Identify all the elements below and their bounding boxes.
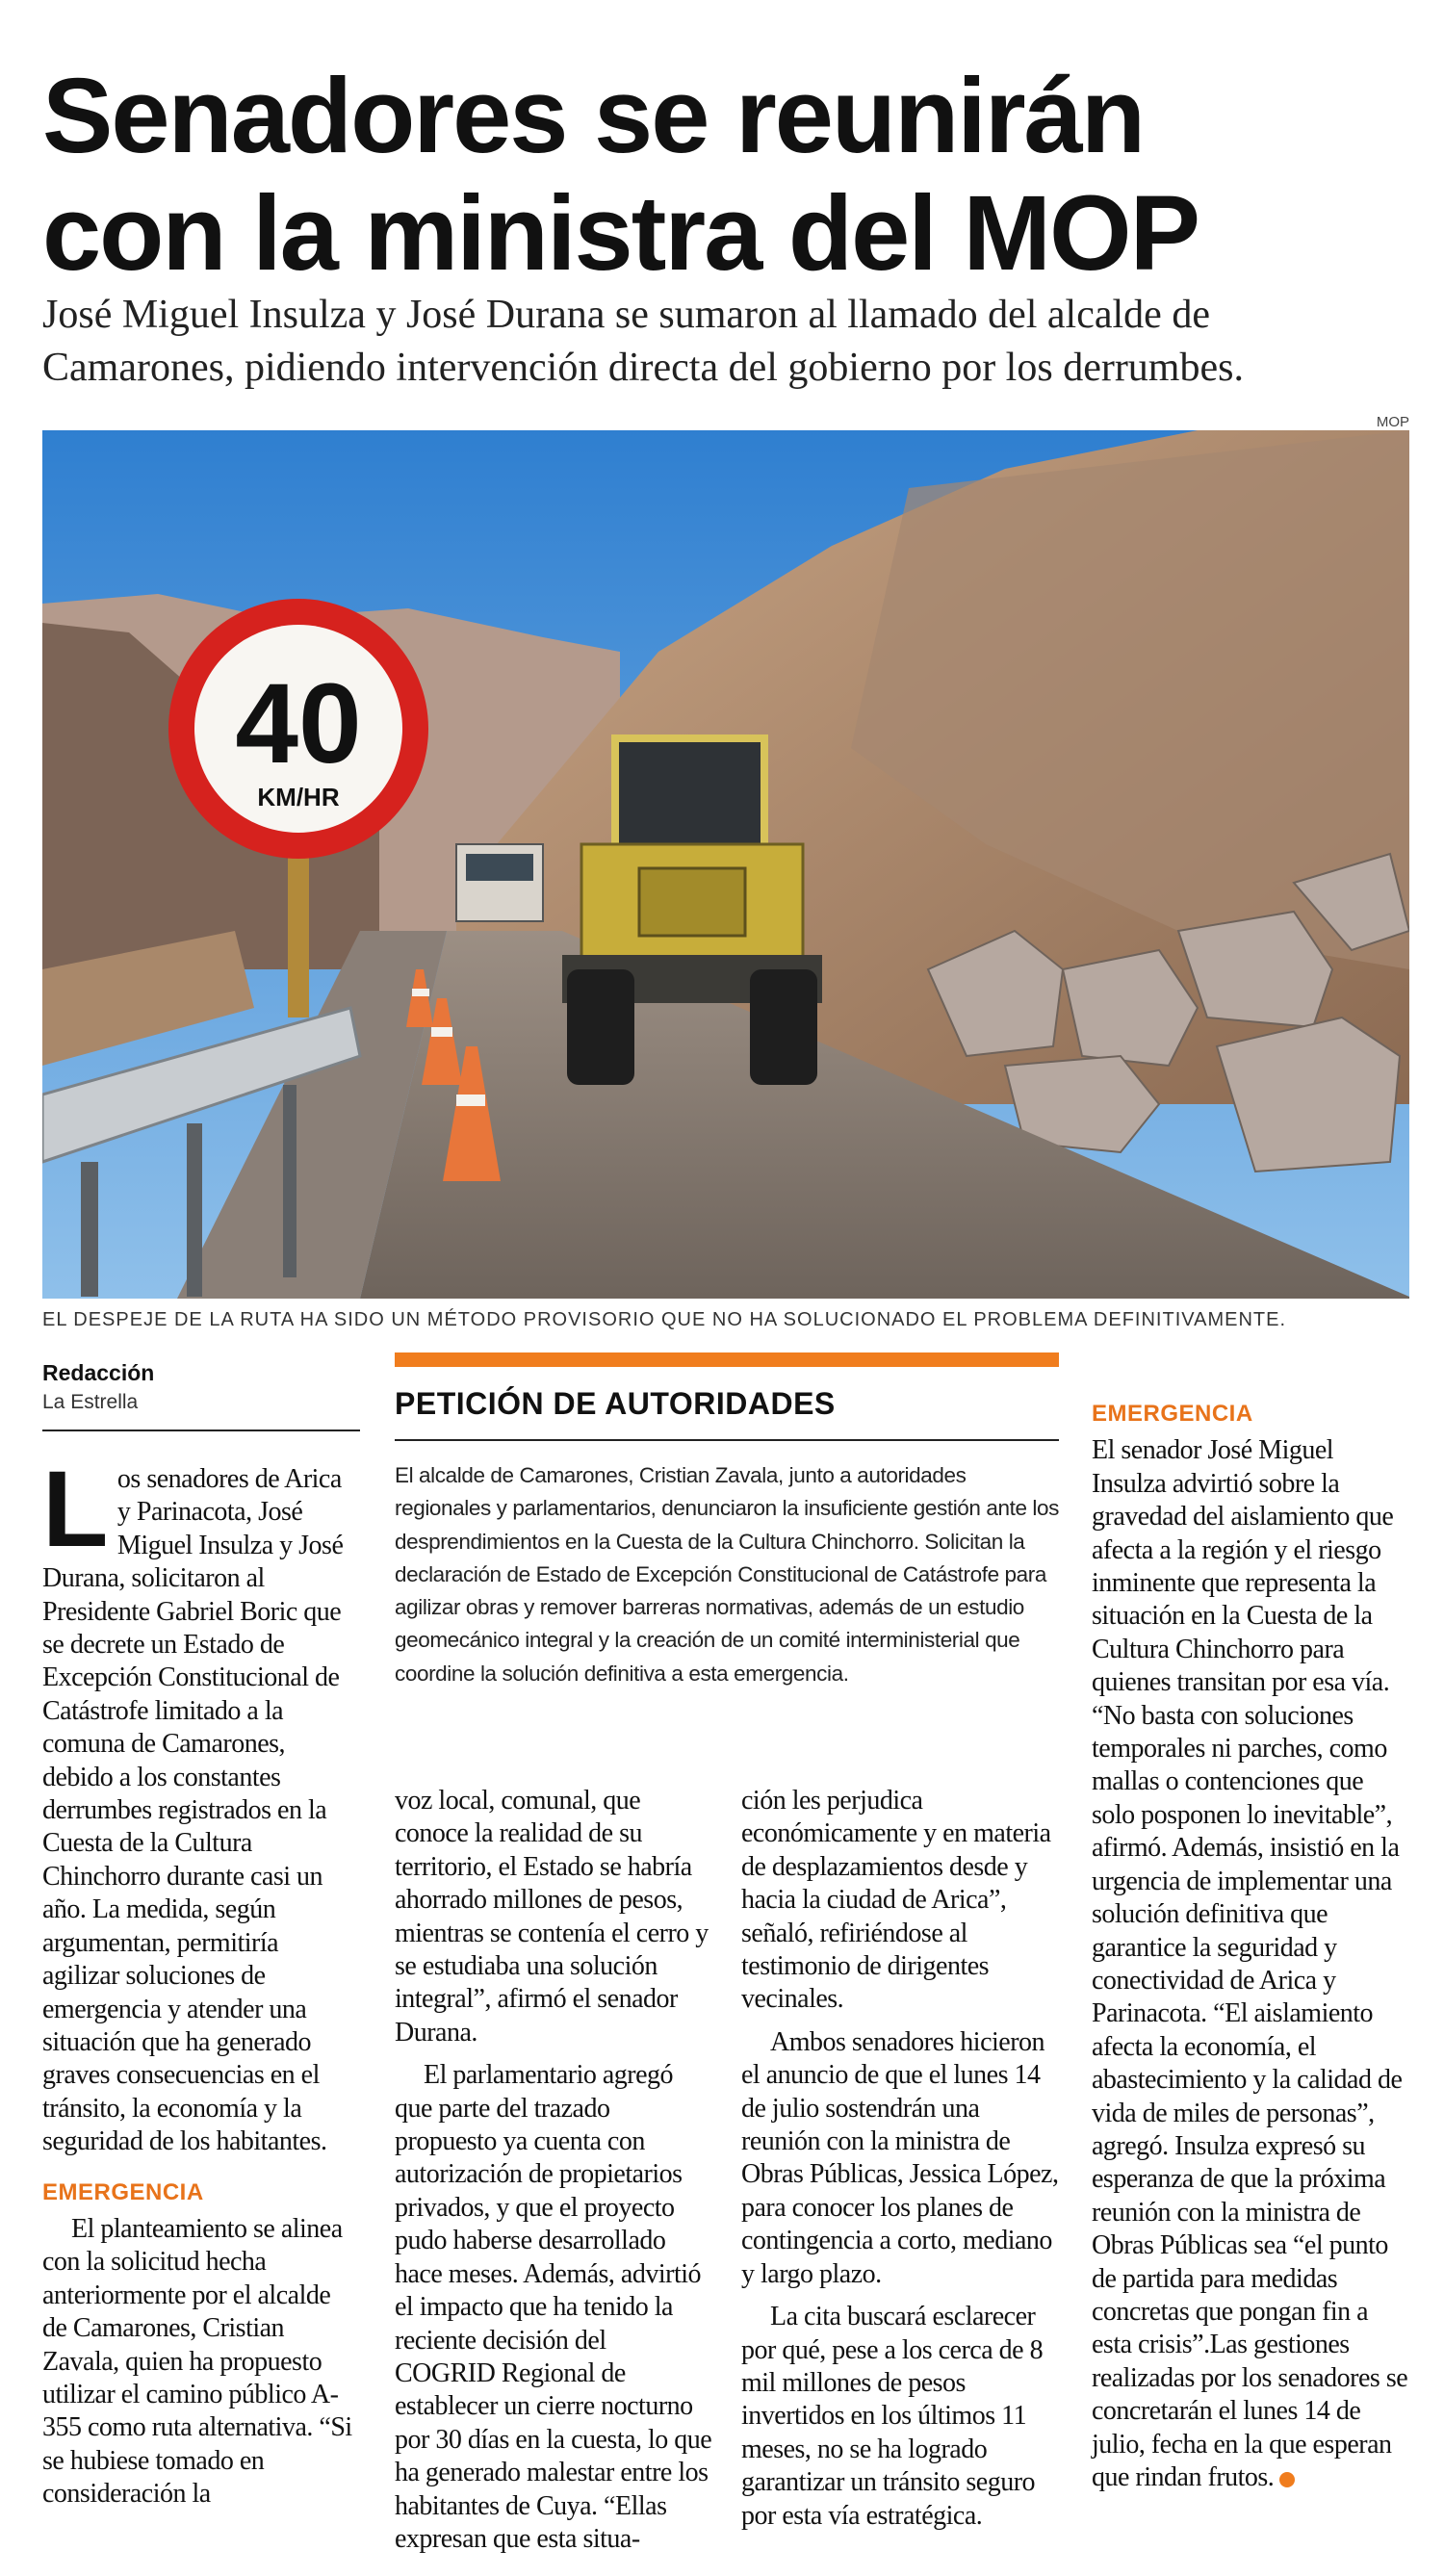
- box-accent-bar: [395, 1352, 1059, 1367]
- column-1-paragraph-1-text: os senadores de Arica y Parinacota, José Miguel Insulza y José Durana, solicitaron al Presidente Gabriel Boric que se decrete un Estado de Excepción Constitucional de Catástrofe limitado a la comuna de Camarones, debido a los constantes derrumbes registrados en la Cuesta de la Cultura Chinchorro durante casi un año. La medida, según argumentan, permitiría agilizar soluciones de emergencia y atender una situación que ha generado graves consecuencias en el tránsito, la economía y la seguridad de los habitantes.: [42, 1464, 344, 2157]
- box-title: PETICIÓN DE AUTORIDADES: [395, 1386, 836, 1421]
- speed-sign-number: 40: [235, 660, 362, 787]
- byline-org: La Estrella: [42, 1391, 139, 1413]
- headline: [42, 58, 1409, 293]
- section-label-emergencia-1: EMERGENCIA: [42, 2178, 204, 2205]
- photo-caption: EL DESPEJE DE LA RUTA HA SIDO UN MÉTODO PROVISORIO QUE NO HA SOLUCIONADO EL PROBLEMA DEFINITIVAMENTE.: [42, 1309, 1286, 1330]
- column-1-paragraph-2: El planteamiento se alinea con la solicitud hecha anteriormente por el alcalde de Camarones, Cristian Zavala, quien ha propuesto utilizar el camino público A-355 como ruta alternativa. “Si se hubiese tomado en consideración la: [42, 2213, 352, 2510]
- byline-name: Redacción: [42, 1360, 155, 1385]
- subheadline: José Miguel Insulza y José Durana se sumaron al llamado del alcalde de Camarones, pidiendo intervención directa del gobierno por los derrumbes.: [42, 293, 1244, 390]
- box-text: El alcalde de Camarones, Cristian Zavala, junto a autoridades regionales y parlamentarios, denunciaron la insuficiente gestión ante los desprendimientos en la Cuesta de la Cultura Chinchorro. Solicitan la declaración de Estado de Excepción Constitucional de Catástrofe para agilizar obras y remover barreras normativas, además de un estudio geomecánico integral y la creación de un comité interministerial que coordine la solución definitiva a esta emergencia.: [395, 1463, 1059, 1686]
- column-1-paragraph-1: [42, 1449, 360, 2159]
- column-4: [1092, 1398, 1409, 2494]
- column-2-paragraph-2: El parlamentario agregó que parte del trazado propuesto ya cuenta con autorización de propietarios privados, y que el proyecto pudo haberse desarrollado hace meses. Además, advirtió el impacto que ha tenido la reciente decisión del COGRID Regional de establecer un cierre nocturno por 30 días en la cuesta, lo que ha generado malestar entre los habitantes de Cuya. “Ellas expresan que esta situa-: [395, 2060, 712, 2554]
- byline-rule: [42, 1430, 360, 1431]
- column-2: [395, 1785, 712, 2556]
- article-photo: [42, 430, 1409, 1299]
- column-3-paragraph-3: La cita buscará esclarecer por qué, pese a los cerca de 8 mil millones de pesos invertidos en los últimos 11 meses, no se ha logrado garantizar un tránsito seguro por esta vía estratégica.: [741, 2302, 1044, 2531]
- column-4-paragraph-1: [1092, 1434, 1409, 2494]
- column-3-paragraph-2: Ambos senadores hicieron el anuncio de que el lunes 14 de julio sostendrán una reunión con la ministra de Obras Públicas, Jessica López, para conocer los planes de contingencia a corto, mediano y largo plazo.: [741, 2026, 1059, 2289]
- column-3-paragraph-1: ción les perjudica económicamente y en materia de desplazamientos desde y hacia la ciudad de Arica”, señaló, refiriéndose al testimonio de dirigentes vecinales.: [741, 1786, 1051, 2015]
- column-4-paragraph-1-text: El senador José Miguel Insulza advirtió sobre la gravedad del aislamiento que afecta a la región y el riesgo inminente que representa la situación en la Cuesta de la Cultura Chinchorro para quienes transitan por esa vía. “No basta con soluciones temporales ni parches, como mallas o contenciones que solo posponen lo inevitable”, afirmó. Además, insistió en la urgencia de implementar una solución definitiva que garantice la seguridad y conectividad de Arica y Parinacota. “El aislamiento afecta la economía, el abastecimiento y la calidad de vida de miles de personas”, agregó. Insulza expresó su esperanza de que la próxima reunión con la ministra de Obras Públicas sea “el punto de partida para medidas concretas que pongan fin a esta crisis”.Las gestiones realizadas por los senadores se concretarán el lunes 14 de julio, fecha en la que esperan que rindan frutos.: [1092, 1435, 1408, 2492]
- speed-sign-unit: KM/HR: [257, 783, 340, 811]
- section-label-emergencia-2: EMERGENCIA: [1092, 1401, 1253, 1427]
- column-2-paragraph-1: voz local, comunal, que conoce la realidad de su territorio, el Estado se habría ahorrado millones de pesos, mientras se contenía el cerro y se estudiaba una solución integral”, afirmó el senador Durana.: [395, 1786, 709, 2048]
- road-scene-illustration: [42, 430, 1409, 1299]
- photo-credit: MOP: [1376, 414, 1409, 430]
- headline-line-2: con la ministra del MOP: [42, 174, 1199, 293]
- box-title-rule: [395, 1439, 1059, 1441]
- column-3: [741, 1785, 1059, 2533]
- column-1: [42, 1449, 360, 2512]
- end-mark-icon: [1279, 2472, 1295, 2487]
- headline-line-1: Senadores se reunirán: [42, 57, 1145, 175]
- drop-cap: L: [42, 1449, 108, 1569]
